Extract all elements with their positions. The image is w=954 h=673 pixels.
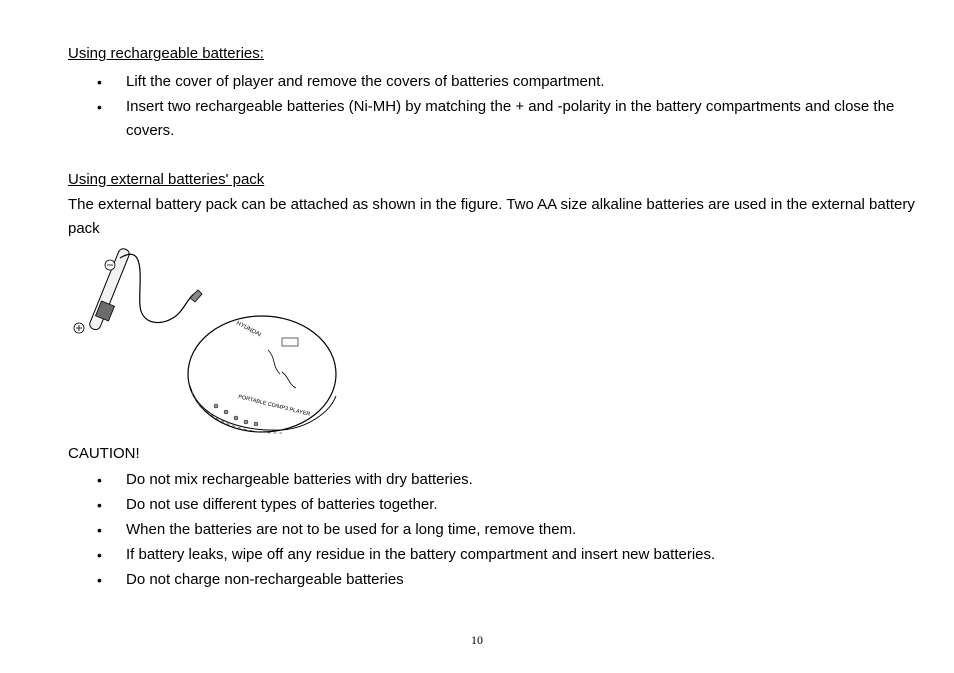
list-item-text: Do not use different types of batteries together. [126, 496, 438, 513]
list-item-text: Do not mix rechargeable batteries with dry batteries. [126, 471, 473, 488]
bullet-icon: • [97, 472, 102, 488]
list-item-text: Insert two rechargeable batteries (Ni-MH) by matching the + and -polarity in the battery compartments and close the covers. [126, 98, 895, 139]
bullet-icon: • [97, 99, 102, 115]
battery-cable [120, 254, 194, 322]
list-item [68, 518, 928, 542]
bullet-icon: • [97, 74, 102, 90]
section-heading-rechargeable: Using rechargeable batteries: [68, 45, 264, 62]
cable-plug [190, 290, 202, 302]
page-number: 10 [471, 633, 483, 647]
bullet-icon: • [97, 547, 102, 563]
list-item-text: Lift the cover of player and remove the covers of batteries compartment. [126, 73, 605, 90]
bullet-icon: • [97, 497, 102, 513]
external-pack-paragraph: The external battery pack can be attached as shown in the figure. Two AA size alkaline batteries are used in the external battery pack [68, 196, 915, 237]
list-item [68, 95, 928, 143]
list-item-text: When the batteries are not to be used for a long time, remove them. [126, 521, 577, 538]
bullet-icon: • [97, 572, 102, 588]
brand-label: HYUNDAI [235, 320, 262, 339]
bullet-icon: • [97, 522, 102, 538]
list-item [68, 543, 928, 567]
section-heading-external-pack: Using external batteries' pack [68, 171, 265, 188]
battery-pack-illustration [68, 246, 348, 434]
list-item-text: Do not charge non-rechargeable batteries [126, 571, 404, 588]
caution-title: CAUTION! [68, 445, 140, 462]
cd-player-body [188, 316, 336, 432]
list-item [68, 568, 928, 592]
battery-pack-figure [68, 246, 348, 434]
list-item [68, 468, 928, 492]
list-item [68, 493, 928, 517]
list-item-text: If battery leaks, wipe off any residue in the battery compartment and insert new batteries. [126, 546, 716, 563]
list-item [68, 70, 928, 94]
model-label: PORTABLE CD/MP3 PLAYER [237, 394, 311, 418]
